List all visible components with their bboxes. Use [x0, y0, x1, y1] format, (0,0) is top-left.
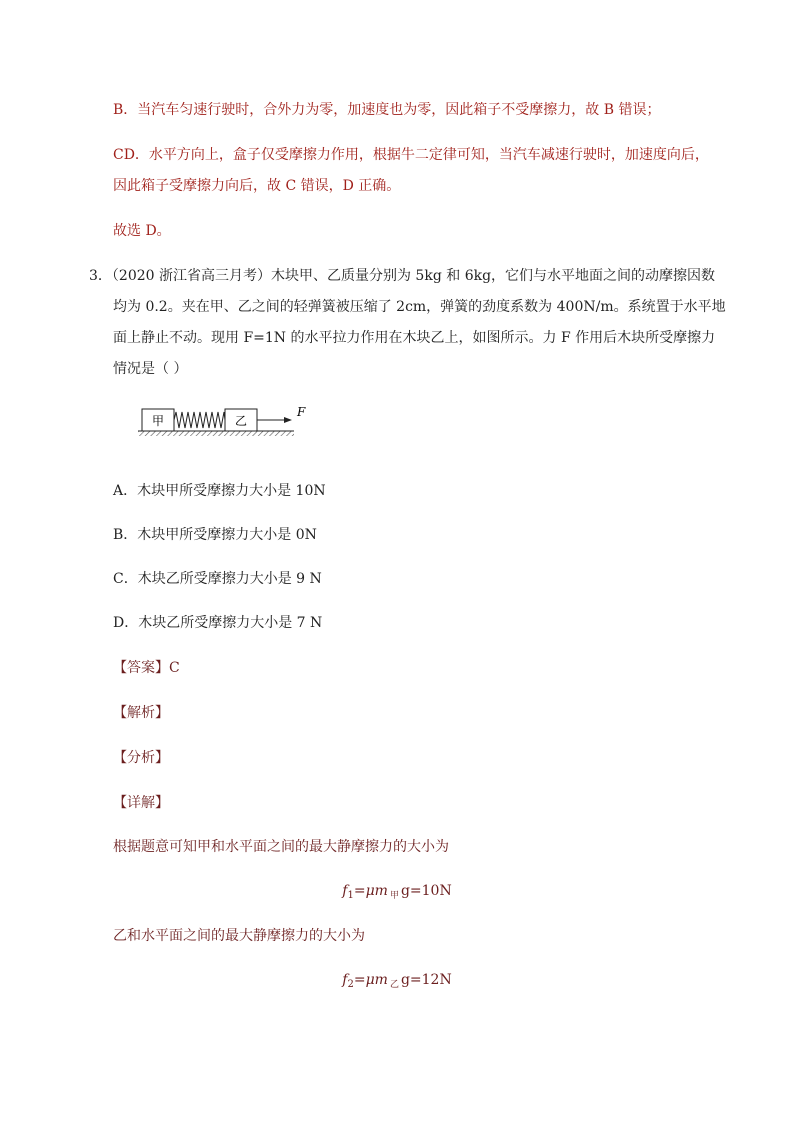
spring: [174, 412, 225, 428]
question-3-line-1: 3．（2020 浙江省高三月考）木块甲、乙质量分别为 5kg 和 6kg，它们与水平地面之间的动摩擦因数: [89, 268, 716, 284]
option-a: A．木块甲所受摩擦力大小是 10N: [113, 483, 326, 499]
analysis-cd-line-2: 因此箱子受摩擦力向后，故 C 错误，D 正确。: [113, 178, 401, 194]
option-d: D．木块乙所受摩擦力大小是 7 N: [113, 615, 323, 631]
detail-heading: 【详解】: [113, 795, 169, 811]
force-label: F: [297, 405, 306, 419]
formula-1-mass-sub: 甲: [389, 891, 399, 901]
formula-2-mass-sub: 乙: [389, 980, 399, 990]
formula-1-rest: g=10N: [400, 883, 452, 899]
question-3-line-4: 情况是（ ）: [113, 361, 188, 377]
formula-1: [0, 881, 794, 906]
analysis-heading: 【解析】: [113, 705, 169, 721]
question-3-line-3: 面上静止不动。现用 F=1N 的水平拉力作用在木块乙上，如图所示。力 F 作用后木块所受摩擦力: [113, 330, 716, 346]
question-3-line-2: 均为 0.2。夹在甲、乙之间的轻弹簧被压缩了 2cm，弹簧的劲度系数为 400N/m。系统置于水平地: [113, 299, 726, 315]
block-yi-label: 乙: [234, 414, 248, 428]
formula-2-mu: μm: [365, 972, 388, 988]
blocks-spring-figure: [136, 405, 316, 441]
detail-text-1: 根据题意可知甲和水平面之间的最大静摩擦力的大小为: [113, 839, 449, 855]
option-b: B．木块甲所受摩擦力大小是 0N: [113, 527, 317, 543]
formula-2-eq: =: [353, 972, 366, 988]
answer-line: [113, 658, 180, 678]
formula-1-sub: 1: [347, 890, 354, 901]
analysis-cd-line-1: CD．水平方向上，盒子仅受摩擦力作用，根据牛二定律可知，当汽车减速行驶时，加速度向后，: [113, 147, 709, 163]
answer-value: C: [169, 660, 180, 676]
formula-2: [0, 970, 794, 995]
block-jia-label: 甲: [151, 414, 165, 428]
formula-1-f: f: [342, 883, 348, 899]
formula-1-eq: =: [353, 883, 366, 899]
option-c: C．木块乙所受摩擦力大小是 9 N: [113, 571, 322, 587]
analysis-b-line: B．当汽车匀速行驶时，合外力为零，加速度也为零，因此箱子不受摩擦力，故 B 错误；: [113, 102, 661, 118]
formula-2-f: f: [342, 972, 348, 988]
answer-label: 【答案】: [113, 660, 169, 676]
breakdown-heading: 【分析】: [113, 750, 169, 766]
ground-hatch: [138, 431, 294, 436]
conclusion-line: 故选 D。: [113, 223, 171, 239]
formula-1-mu: μm: [365, 883, 388, 899]
force-arrowhead: [284, 417, 292, 423]
detail-text-2: 乙和水平面之间的最大静摩擦力的大小为: [113, 928, 365, 944]
formula-2-sub: 2: [347, 979, 354, 990]
formula-2-rest: g=12N: [400, 972, 452, 988]
